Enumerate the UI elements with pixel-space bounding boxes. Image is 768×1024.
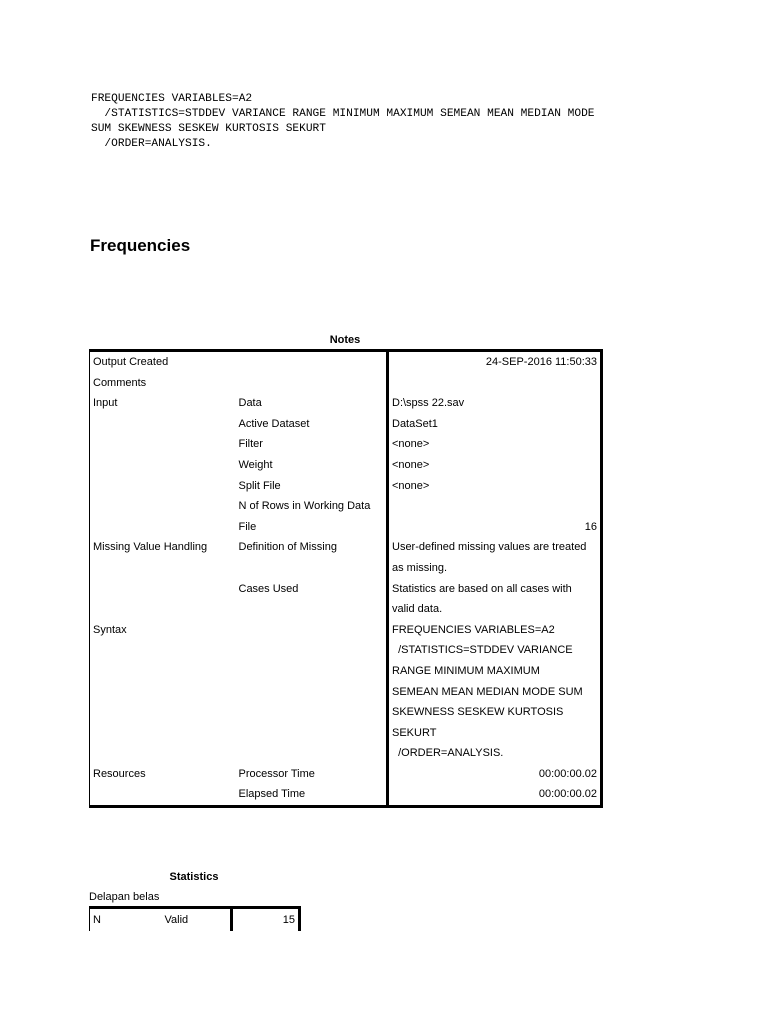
cell-value: /ORDER=ANALYSIS. [388,743,602,764]
syntax-line: FREQUENCIES VARIABLES=A2 [91,93,253,105]
cell-value: 00:00:00.02 [388,784,602,806]
row-sublabel: Data [238,397,262,410]
table-row [90,682,602,703]
table-row [90,455,602,476]
notes-table [89,349,603,808]
row-label: Resources [93,767,146,780]
table-row [90,702,602,723]
cell-value: RANGE MINIMUM MAXIMUM [388,661,602,682]
row-sublabel: Split File [238,479,281,492]
statistics-table [89,906,301,931]
cell-value: SEMEAN MEAN MEDIAN MODE SUM [388,682,602,703]
row-sublabel: N of Rows in Working Data [238,500,371,513]
row-label: Input [93,397,118,410]
row-sublabel: Elapsed Time [238,788,306,801]
cell-value: User-defined missing values are treated [388,537,602,558]
cell-value: DataSet1 [388,414,602,435]
row-sublabel: Definition of Missing [238,541,337,554]
table-row [90,537,602,558]
table-row [90,908,300,932]
cell-value: <none> [388,455,602,476]
table-row [90,764,602,785]
table-row [90,599,602,620]
cell-value: /STATISTICS=STDDEV VARIANCE [388,640,602,661]
table-row [90,661,602,682]
cell-value: SEKURT [388,723,602,744]
table-row [90,640,602,661]
table-row [90,393,602,414]
row-sublabel: Cases Used [238,582,299,595]
table-row [90,723,602,744]
syntax-code-block [91,92,595,152]
row-label: N [93,914,101,926]
row-sublabel: Processor Time [238,767,315,780]
row-sublabel: Filter [238,438,263,451]
cell-value: Statistics are based on all cases with [388,579,602,600]
cell-value: 15 [232,908,300,932]
notes-table-title: Notes [329,334,361,346]
statistics-table-title: Statistics [169,871,219,883]
statistics-variable-label: Delapan belas [89,891,160,903]
row-label: Missing Value Handling [93,541,208,554]
cell-value: valid data. [388,599,602,620]
row-sublabel: Valid [164,914,189,926]
table-row [90,476,602,497]
table-row [90,434,602,455]
row-sublabel: Active Dataset [238,417,310,430]
cell-value: SKEWNESS SESKEW KURTOSIS [388,702,602,723]
page-heading: Frequencies [90,236,191,255]
cell-value: 16 [388,496,602,537]
syntax-line: /ORDER=ANALYSIS. [91,138,212,150]
table-row [90,496,602,517]
syntax-line: SUM SKEWNESS SESKEW KURTOSIS SEKURT [91,123,326,135]
row-sublabel: File [238,520,257,533]
table-row [90,784,602,806]
table-row [90,351,602,373]
table-row [90,620,602,641]
cell-value: <none> [388,476,602,497]
cell-value: 00:00:00.02 [388,764,602,785]
table-row [90,414,602,435]
cell-value: as missing. [388,558,602,579]
table-row [90,743,602,764]
cell-value: FREQUENCIES VARIABLES=A2 [388,620,602,641]
row-label: Output Created [93,356,169,368]
cell-value: <none> [388,434,602,455]
table-row [90,373,602,394]
table-row [90,579,602,600]
row-label: Comments [93,376,147,389]
row-sublabel: Weight [238,458,273,471]
table-row [90,558,602,579]
row-label: Syntax [93,623,127,636]
cell-value: 24-SEP-2016 11:50:33 [388,351,602,373]
cell-value: D:\spss 22.sav [388,393,602,414]
syntax-line: /STATISTICS=STDDEV VARIANCE RANGE MINIMUM MAXIMUM SEMEAN MEAN MEDIAN MODE [91,108,595,120]
